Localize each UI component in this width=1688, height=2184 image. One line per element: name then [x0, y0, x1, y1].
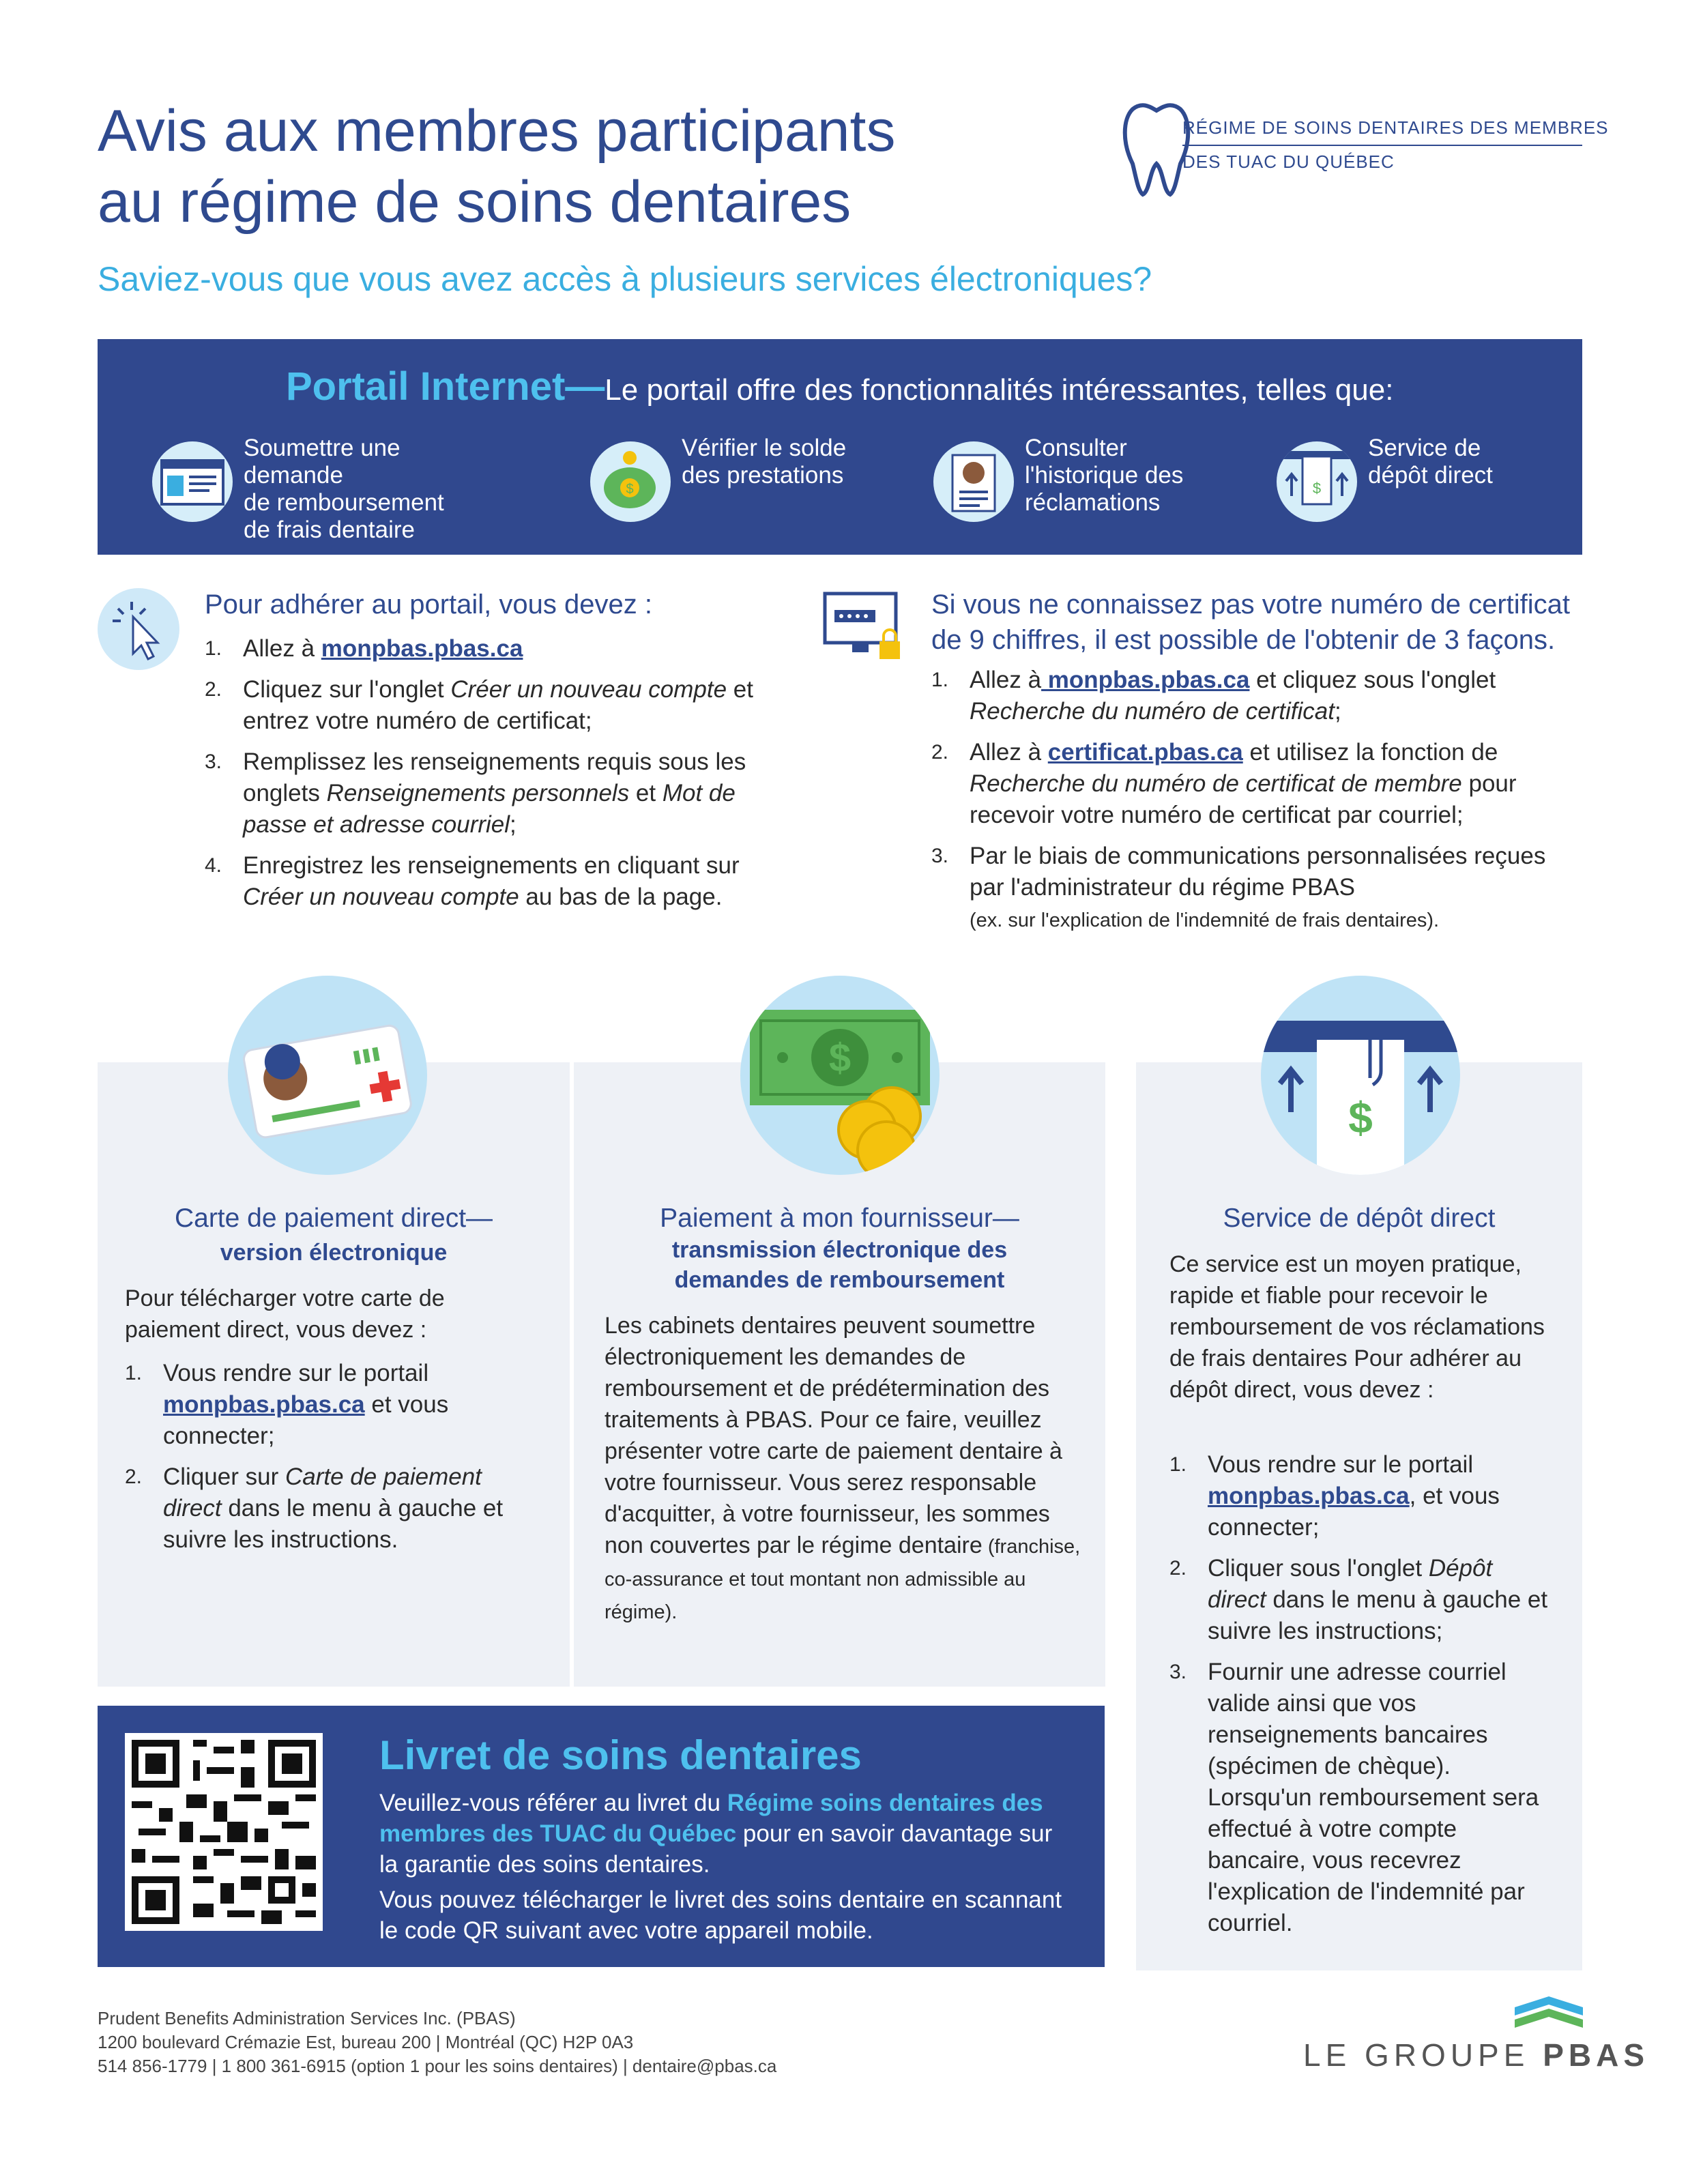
page-title: Avis aux membres participants au régime de soins dentaires — [98, 98, 896, 235]
card1-intro: Pour télécharger votre carte de paiement direct, vous devez : — [125, 1285, 445, 1343]
svg-text:$: $ — [1312, 480, 1322, 497]
person-document-icon — [933, 441, 1014, 522]
logo-text-line2: DES TUAC DU QUÉBEC — [1182, 151, 1395, 172]
qr-code[interactable] — [125, 1733, 323, 1931]
card2-title: Paiement à mon fournisseur— — [660, 1204, 1019, 1233]
atm-deposit-icon — [1277, 441, 1357, 522]
cash-coins-icon — [740, 976, 940, 1175]
booklet-paragraph-1: Veuillez-vous référer au livret du Régime soins dentaires des membres des TUAC du Québec pour en savoir davantage sur la garantie des soins dentaires. — [379, 1790, 1053, 1878]
list-item: 2. Cliquer sur Carte de paiement direct dans le menu à gauche et suivre les instructions. — [125, 1464, 504, 1553]
monpbas-link[interactable]: monpbas.pbas.ca — [163, 1391, 365, 1418]
card1-steps — [125, 1358, 507, 1565]
browser-form-icon — [152, 441, 233, 522]
certificat-link[interactable]: certificat.pbas.ca — [1047, 739, 1243, 766]
list-item: 2. Cliquer sous l'onglet Dépôt direct dans le menu à gauche et suivre les instructions; — [1169, 1555, 1548, 1644]
card3-steps — [1169, 1449, 1552, 1949]
card2-body: Les cabinets dentaires peuvent soumettre électroniquement les demandes de remboursement et de prédétermination des traitements à PBAS. Pour ce faire, veuillez présenter votre carte de paiement dentaire à votre fournisseur. Vous serez responsable d'acquitter, à votre fournisseur, les sommes non couvertes par le régime dentaire (franchise, co-assurance et tout montant non admissible au régime). — [605, 1313, 1081, 1623]
join-heading: Pour adhérer au portail, vous devez : — [205, 589, 652, 620]
feature-text: Vérifier le solde des prestations — [682, 435, 847, 489]
list-item: 4. Enregistrez les renseignements en cliquant sur Créer un nouveau compte au bas de la page. — [205, 852, 740, 910]
feature-balance — [590, 435, 877, 523]
feature-text: Soumettre une demande de remboursement de frais dentaire — [244, 435, 444, 543]
id-card-icon — [228, 976, 427, 1175]
card3-intro: Ce service est un moyen pratique, rapide et fiable pour recevoir le remboursement de vos réclamations de frais dentaires Pour adhérer au dépôt direct, vous devez : — [1169, 1251, 1545, 1403]
list-item: 2. Cliquez sur l'onglet Créer un nouveau compte et entrez votre numéro de certificat; — [205, 676, 753, 734]
cursor-click-icon — [98, 588, 179, 670]
list-item: 1. Vous rendre sur le portail monpbas.pbas.ca, et vous connecter; — [1169, 1451, 1500, 1541]
page-subtitle: Saviez-vous que vous avez accès à plusieurs services électroniques? — [98, 260, 1152, 298]
feature-text: Consulter l'historique des réclamations — [1025, 435, 1184, 516]
piggy-bank-icon — [590, 441, 671, 522]
svg-text:$: $ — [828, 1036, 852, 1080]
monpbas-link[interactable]: monpbas.pbas.ca — [1041, 667, 1250, 693]
card1-title: Carte de paiement direct— — [174, 1204, 493, 1233]
card1-subtitle: version électronique — [220, 1240, 448, 1266]
list-item: 2. Allez à certificat.pbas.ca et utilisez la fonction de Recherche du numéro de certificat de membre pour recevoir votre numéro de certificat par courriel; — [931, 739, 1517, 828]
pbas-brand: LE GROUPE PBAS — [1303, 2037, 1650, 2073]
card2-subtitle: transmission électronique des demandes de remboursement — [671, 1237, 1008, 1293]
booklet-title: Livret de soins dentaires — [379, 1732, 862, 1778]
list-item: 1. Allez à monpbas.pbas.ca et cliquez sous l'onglet Recherche du numéro de certificat; — [931, 667, 1496, 725]
portal-banner — [98, 339, 1582, 555]
cert-heading: Si vous ne connaissez pas votre numéro de certificat de 9 chiffres, il est possible de l'obtenir de 3 façons. — [931, 589, 1571, 655]
feature-text: Service de dépôt direct — [1368, 435, 1493, 489]
monpbas-link[interactable]: monpbas.pbas.ca — [1208, 1483, 1410, 1509]
portal-heading: Portail Internet—Le portail offre des fonctionnalités intéressantes, telles que: — [286, 364, 1394, 409]
card3-title: Service de dépôt direct — [1223, 1204, 1496, 1233]
list-item: 1. Allez à monpbas.pbas.ca — [205, 635, 523, 662]
pbas-logo-icon — [1515, 1992, 1583, 2033]
feature-history — [933, 435, 1234, 523]
tooth-logo-icon — [1119, 96, 1194, 198]
logo-text-line1: RÉGIME DE SOINS DENTAIRES DES MEMBRES — [1182, 117, 1609, 138]
computer-password-icon — [822, 588, 904, 670]
svg-text:$: $ — [626, 482, 634, 497]
booklet-paragraph-2: Vous pouvez télécharger le livret des soins dentaire en scannant le code QR suivant avec votre appareil mobile. — [379, 1887, 1062, 1944]
feature-direct-deposit — [1277, 435, 1563, 523]
list-item: 1. Vous rendre sur le portail monpbas.pbas.ca et vous connecter; — [125, 1360, 449, 1449]
svg-text:$: $ — [1348, 1093, 1373, 1142]
cert-steps — [931, 665, 1566, 946]
booklet-banner — [98, 1706, 1105, 1967]
join-steps — [205, 633, 798, 922]
list-item: 3. Fournir une adresse courriel valide ainsi que vos renseignements bancaires (spécimen de chèque). Lorsqu'un remboursement sera effectué à votre compte bancaire, vous recevrez l'explication de l'indemnité par courriel. — [1169, 1659, 1539, 1936]
monpbas-link[interactable]: monpbas.pbas.ca — [321, 635, 523, 662]
atm-deposit-icon — [1261, 976, 1460, 1175]
list-item: 3. Remplissez les renseignements requis sous les onglets Renseignements personnels et Mot de passe et adresse courriel; — [205, 748, 746, 838]
list-item: 3. Par le biais de communications personnalisées reçues par l'administrateur du régime PBAS (ex. sur l'explication de l'indemnité de frais dentaires). — [931, 843, 1546, 931]
feature-submit-claim — [152, 435, 480, 543]
footer-contact: Prudent Benefits Administration Services Inc. (PBAS) 1200 boulevard Crémazie Est, bureau 200 | Montréal (QC) H2P 0A3 514 856-1779 | 1 800 361-6915 (option 1 pour les soins dentaires) | dentaire@pbas.ca — [98, 2008, 777, 2076]
logo-divider — [1182, 145, 1582, 146]
